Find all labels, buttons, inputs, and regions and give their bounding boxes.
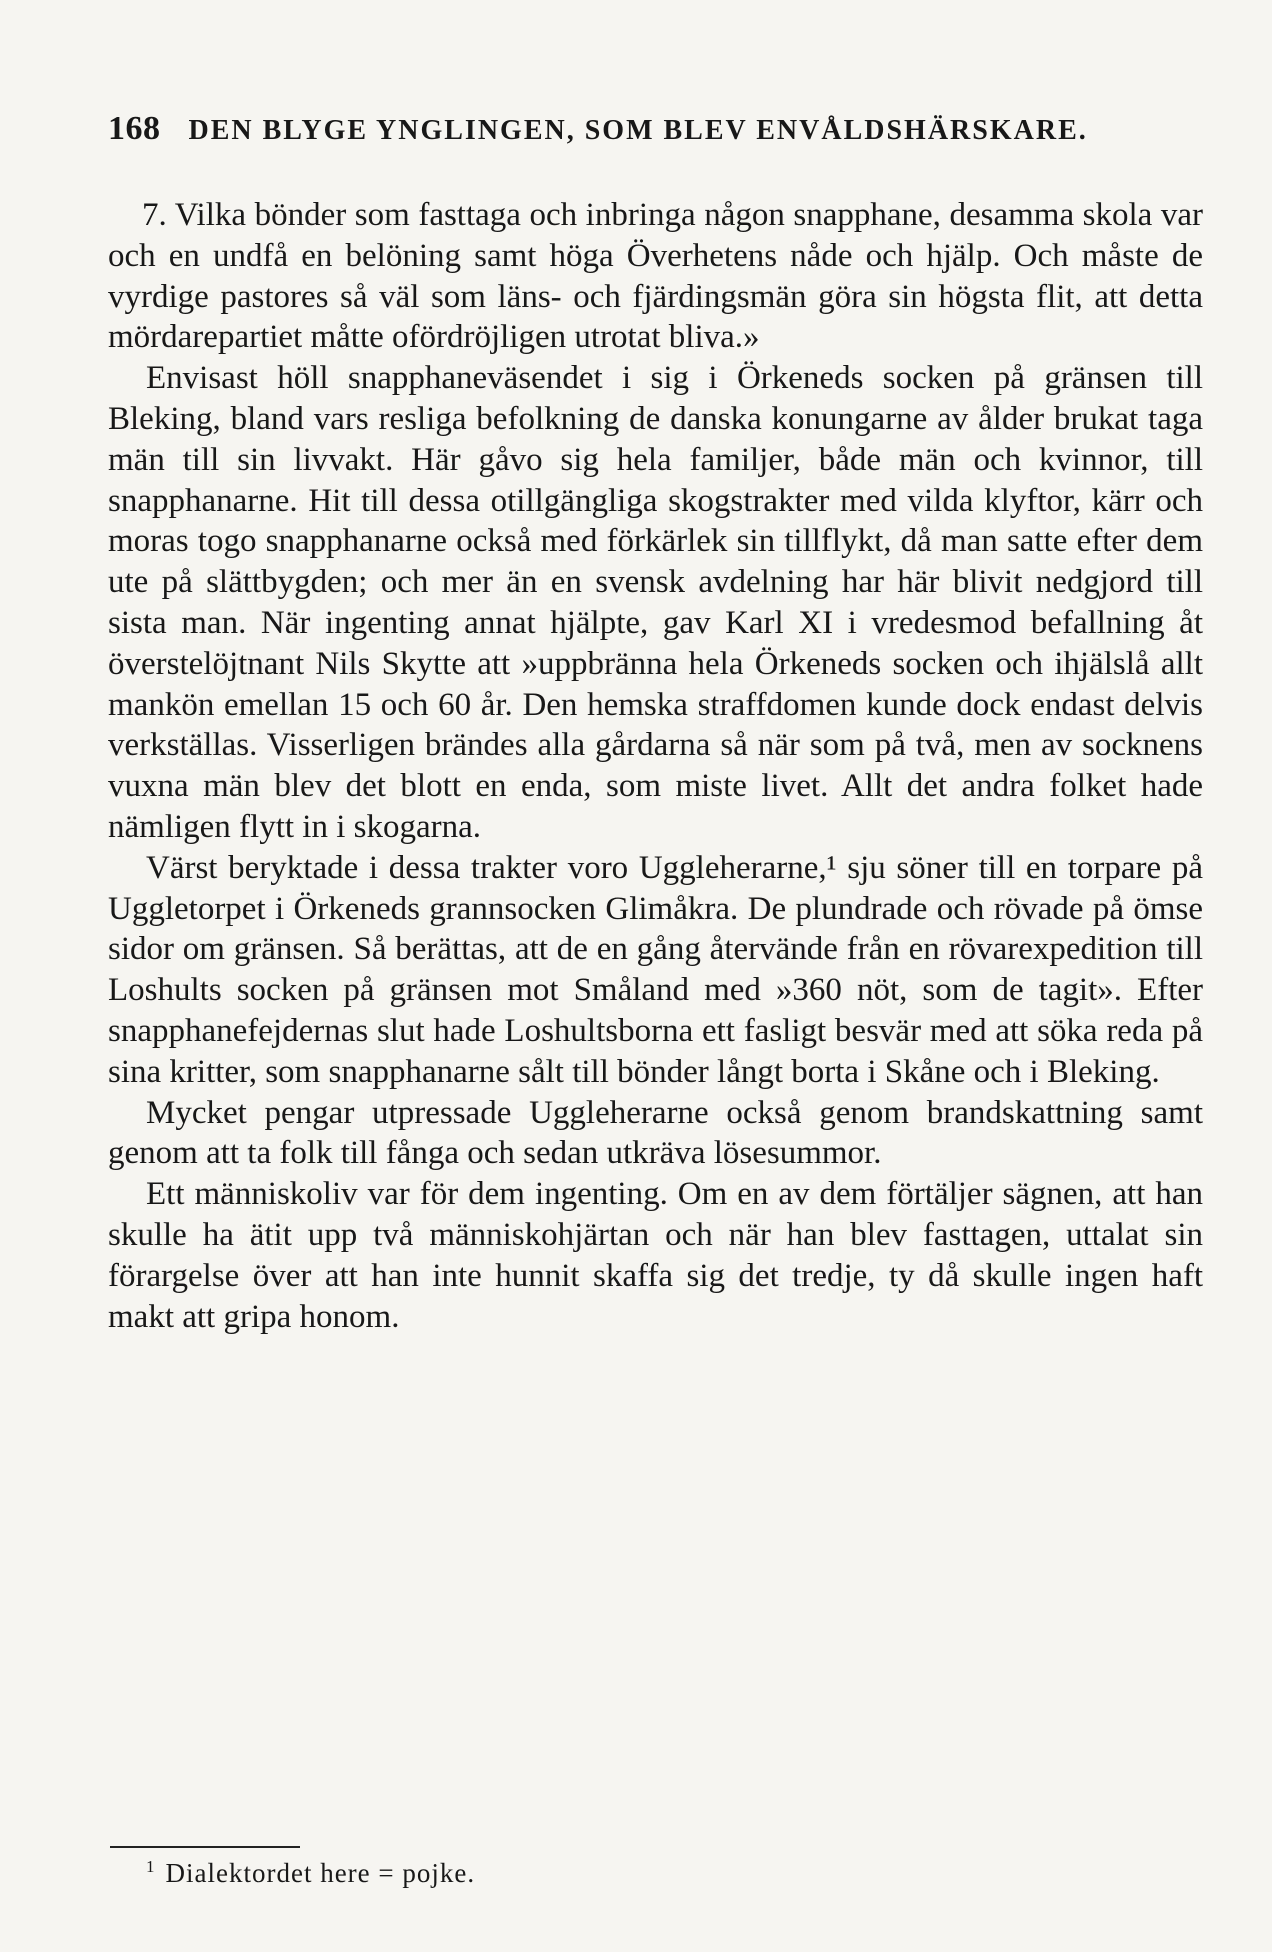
paragraph-5: Ett människoliv var för dem ingenting. Om en av dem förtäljer sägnen, att han skulle ha ätit upp två människohjärtan och när han blev fasttagen, uttalat sin förargelse över att han inte hunnit skaffa sig det tredje, ty då skulle ingen haft makt att gripa honom.: [108, 1176, 1203, 1335]
paragraph-4: Mycket pengar utpressade Uggleherarne också genom brandskattning samt genom att ta folk till fånga och sedan utkräva lösesummor.: [108, 1094, 1203, 1172]
page-number: 168: [108, 110, 161, 147]
footnote-divider: [110, 1846, 300, 1848]
running-head: DEN BLYGE YNGLINGEN, SOM BLEV ENVÅLDSHÄRSKARE.: [188, 115, 1088, 146]
main-text: [108, 195, 1203, 1337]
paragraph-3: Värst beryktade i dessa trakter voro Uggleherarne,¹ sju söner till en torpare på Uggletorpet i Örkeneds grannsocken Glimåkra. De plundrade och rövade på ömse sidor om gränsen. Så berättas, att de en gång återvände från en rövarexpedition till Loshults socken på gränsen mot Småland med »360 nöt, som de tagit». Efter snapphanefejdernas slut hade Loshultsborna ett fasligt besvär med att söka reda på sina kritter, som snapphanarne sålt till bönder långt borta i Skåne och i Bleking.: [108, 849, 1203, 1090]
footnote-text: Dialektordet here = pojke.: [165, 1858, 476, 1888]
paragraph-2: Envisast höll snapphaneväsendet i sig i Örkeneds socken på gränsen till Bleking, bland vars resliga befolkning de danska konungarne av ålder brukat taga män till sin livvakt. Här gåvo sig hela familjer, både män och kvinnor, till snapphanarne. Hit till dessa otillgängliga skogstrakter med vilda klyftor, kärr och moras togo snapphanarne också med förkärlek sin tillflykt, då man satte efter dem ute på slättbygden; och mer än en svensk avdelning har här blivit nedgjord till sista man. När ingenting annat hjälpte, gav Karl XI i vredesmod befallning åt överstelöjtnant Nils Skytte att »uppbränna hela Örkeneds socken och ihjälslå allt mankön emellan 15 och 60 år. Den hemska straffdomen kunde dock endast delvis verkställas. Visserligen brändes alla gårdarna så när som på två, men av socknens vuxna män blev det blott en enda, som miste livet. Allt det andra folket hade nämligen flytt in i skogarna.: [108, 360, 1203, 845]
page-header: [108, 110, 1208, 154]
footnote: [146, 1856, 475, 1890]
footnote-marker: 1: [146, 1857, 156, 1876]
paragraph-1: 7. Vilka bönder som fasttaga och inbringa någon snapphane, desamma skola var och en undfå en belöning samt höga Överhetens nåde och hjälp. Och måste de vyrdige pastores så väl som läns- och fjärdingsmän göra sin högsta flit, att detta mördarepartiet måtte ofördröjligen utrotat bliva.»: [108, 197, 1203, 356]
